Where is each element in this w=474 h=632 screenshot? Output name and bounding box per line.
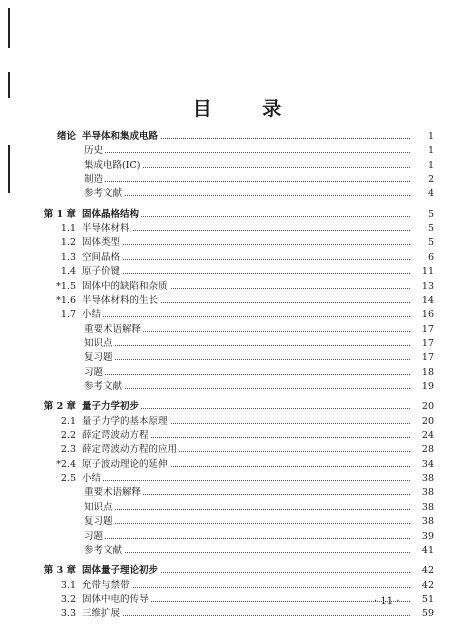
- toc-entry-page: 38: [410, 501, 434, 514]
- toc-entry-title: 参考文献: [84, 544, 123, 556]
- dot-leader: [82, 244, 434, 245]
- toc-entry-number: 3.2: [60, 593, 76, 605]
- toc-entry-number: 绪论: [56, 131, 76, 142]
- toc-entry-page: 1: [410, 159, 434, 172]
- toc-entry-title: 半导体材料: [82, 223, 130, 235]
- toc-entry-page: 2: [410, 173, 434, 186]
- toc-entry-page: 17: [410, 351, 434, 364]
- toc-entry-number: 第 3 章: [43, 565, 76, 577]
- dot-leader: [84, 538, 434, 539]
- toc-entry-page: 13: [410, 280, 434, 293]
- toc-entry-sub: [0, 337, 474, 350]
- dot-leader: [84, 345, 434, 346]
- toc-entry-page: 24: [410, 429, 434, 442]
- toc-entry-page: 51: [410, 593, 434, 606]
- toc-entry-sub: [0, 544, 474, 557]
- toc-entry-title: 知识点: [84, 501, 113, 513]
- toc-entry-sub: [0, 351, 474, 364]
- toc-entry-page: 41: [410, 544, 434, 557]
- toc-entry-section: [0, 443, 474, 456]
- toc-entry-section: [0, 236, 474, 249]
- toc-entry-section: [0, 308, 474, 321]
- toc-entry-title: 参考文献: [84, 380, 123, 392]
- toc-entry-title: 原子波动理论的延伸: [82, 458, 168, 470]
- toc-entry-title: 半导体和集成电路: [82, 131, 159, 142]
- toc-entry-number: *1.5: [56, 280, 76, 292]
- toc-entry-chapter: [0, 564, 474, 577]
- toc-entry-sub: [0, 486, 474, 499]
- toc-entry-title: 固体中电的传导: [82, 593, 149, 605]
- toc-entry-title: 半导体材料的生长: [82, 294, 159, 306]
- page-number-footer: · 11 ·: [374, 596, 400, 607]
- toc-entry-page: 1: [410, 144, 434, 157]
- dot-leader: [84, 523, 434, 524]
- toc-entry-title: 空间晶格: [82, 251, 121, 263]
- toc-entry-number: 2.1: [60, 415, 76, 427]
- toc-entry-title: 习题: [84, 366, 104, 378]
- toc-entry-sub: [0, 530, 474, 543]
- toc-entry-number: 1.4: [60, 266, 76, 278]
- toc-entry-section: [0, 429, 474, 442]
- dot-leader: [84, 181, 434, 182]
- toc-entry-number: 第 2 章: [43, 401, 76, 413]
- toc-entry-page: 5: [410, 236, 434, 249]
- toc-entry-number: 3.1: [60, 579, 76, 591]
- toc-entry-title: 三维扩展: [82, 608, 121, 620]
- toc-entry-sub: [0, 366, 474, 379]
- toc-entry-section: [0, 579, 474, 592]
- toc-entry-title: 薛定谔波动方程的应用: [82, 444, 178, 456]
- toc-entry-page: 18: [410, 366, 434, 379]
- toc-entry-section: [0, 280, 474, 293]
- toc-entry-section: [0, 472, 474, 485]
- toc-entry-title: 量子力学初步: [82, 401, 140, 413]
- dot-leader: [82, 480, 434, 481]
- toc-entry-title: 参考文献: [84, 188, 123, 200]
- toc-entry-section: [0, 265, 474, 278]
- toc-entry-page: 6: [410, 251, 434, 264]
- dot-leader: [84, 195, 434, 196]
- toc-entry-number: 1.3: [60, 251, 76, 263]
- toc-entry-title: 重要术语解释: [84, 487, 142, 499]
- toc-entry-section: [0, 607, 474, 620]
- toc-entry-number: 1.1: [60, 223, 76, 235]
- toc-entry-number: *1.6: [56, 294, 76, 306]
- dot-leader: [84, 374, 434, 375]
- toc-entry-sub: [0, 159, 474, 172]
- toc-entry-section: [0, 222, 474, 235]
- toc-entry-page: 38: [410, 472, 434, 485]
- toc-entry-page: 20: [410, 400, 434, 413]
- toc-entry-chapter: [0, 130, 474, 143]
- toc-entry-section: [0, 458, 474, 471]
- toc-entry-title: 习题: [84, 530, 104, 542]
- toc-entry-page: 11: [410, 265, 434, 278]
- toc-entry-number: 1.2: [60, 237, 76, 249]
- toc-entry-title: 量子力学的基本原理: [82, 415, 168, 427]
- toc-entry-title: 知识点: [84, 337, 113, 349]
- toc-entry-page: 14: [410, 294, 434, 307]
- binding-mark-top: [8, 8, 10, 48]
- toc-entry-sub: [0, 380, 474, 393]
- dot-leader: [82, 615, 434, 616]
- toc-entry-title: 小结: [82, 309, 102, 321]
- toc-entry-number: 1.7: [60, 309, 76, 321]
- toc-entry-title: 固体量子理论初步: [82, 565, 159, 577]
- dot-leader: [82, 230, 434, 231]
- toc-entry-page: 17: [410, 323, 434, 336]
- toc-entry-title: 历史: [84, 145, 104, 157]
- toc-entry-sub: [0, 501, 474, 514]
- toc-entry-chapter: [0, 208, 474, 221]
- toc-entry-page: 4: [410, 187, 434, 200]
- toc-entry-sub: [0, 323, 474, 336]
- toc-entry-page: 28: [410, 443, 434, 456]
- toc-entry-title: 允带与禁带: [82, 579, 130, 591]
- dot-leader: [84, 152, 434, 153]
- toc-entry-page: 5: [410, 222, 434, 235]
- page-title: 目 录: [192, 98, 304, 120]
- toc-entry-chapter: [0, 400, 474, 413]
- toc-entry-section: [0, 294, 474, 307]
- toc-entry-page: 20: [410, 415, 434, 428]
- toc-entry-title: 原子价键: [82, 266, 121, 278]
- dot-leader: [84, 388, 434, 389]
- toc-entry-number: *2.4: [56, 458, 76, 470]
- toc-entry-number: 2.5: [60, 473, 76, 485]
- toc-entry-page: 38: [410, 486, 434, 499]
- toc-entry-title: 复习题: [84, 352, 113, 364]
- dot-leader: [84, 552, 434, 553]
- toc-entry-sub: [0, 515, 474, 528]
- toc-entry-sub: [0, 173, 474, 186]
- dot-leader: [84, 509, 434, 510]
- dot-leader: [82, 259, 434, 260]
- toc-entry-page: 38: [410, 515, 434, 528]
- toc-entry-title: 固体晶格结构: [82, 208, 140, 220]
- toc-entry-title: 固体中的缺陷和杂质: [82, 280, 168, 292]
- toc-entry-section: [0, 251, 474, 264]
- toc-entry-number: 3.3: [60, 608, 76, 620]
- toc-entry-page: 17: [410, 337, 434, 350]
- toc-entry-sub: [0, 144, 474, 157]
- toc-entry-title: 小结: [82, 473, 102, 485]
- toc-entry-number: 2.3: [60, 444, 76, 456]
- toc-entry-page: 59: [410, 607, 434, 620]
- toc-entry-title: 复习题: [84, 516, 113, 528]
- dot-leader: [82, 273, 434, 274]
- toc-entry-page: 42: [410, 564, 434, 577]
- toc-entry-section: [0, 593, 474, 606]
- dot-leader: [82, 587, 434, 588]
- toc-entry-title: 重要术语解释: [84, 323, 142, 335]
- toc-entry-page: 39: [410, 530, 434, 543]
- toc-entry-title: 薛定谔波动方程: [82, 430, 149, 441]
- toc-entry-sub: [0, 187, 474, 200]
- toc-entry-title: 固体类型: [82, 237, 121, 249]
- toc-entry-page: 5: [410, 208, 434, 221]
- toc-entry-title: 集成电路(IC): [84, 159, 141, 171]
- toc-entry-section: [0, 415, 474, 428]
- toc-entry-page: 1: [410, 130, 434, 143]
- toc-entry-page: 19: [410, 380, 434, 393]
- dot-leader: [82, 316, 434, 317]
- toc-entry-page: 34: [410, 458, 434, 471]
- toc-entry-number: 第 1 章: [43, 208, 76, 220]
- toc-entry-number: 2.2: [60, 430, 76, 441]
- toc-entry-title: 制造: [84, 174, 104, 185]
- toc-entry-page: 42: [410, 579, 434, 592]
- dot-leader: [84, 359, 434, 360]
- toc-entry-page: 16: [410, 308, 434, 321]
